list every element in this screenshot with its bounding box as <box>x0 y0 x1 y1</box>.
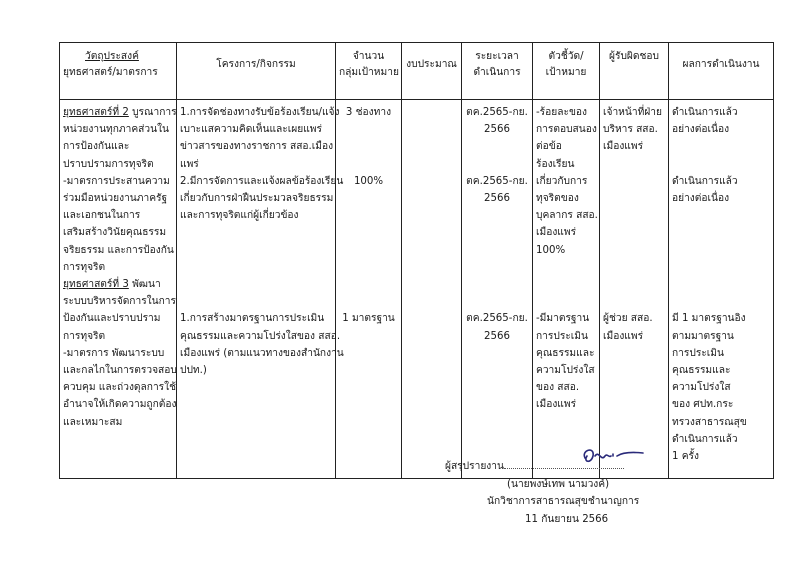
objective-line: ควบคุม และถ่วงดุลการใช้ <box>63 382 177 394</box>
responsible-line: เมืองแพร่ <box>603 141 644 153</box>
project-line: 2.มีการจัดการและแจ้งผลข้อร้องเรียน <box>180 175 344 187</box>
project-line: คุณธรรมและความโปร่งใสของ สสอ. <box>180 330 341 342</box>
signature-date: 11 กันยายน 2566 <box>525 513 609 525</box>
header-target <box>336 43 402 100</box>
result-line: ความโปร่งใส <box>672 382 731 394</box>
indicator-line: ต่อข้อ <box>536 141 562 153</box>
objective-cell <box>60 100 177 479</box>
indicator-line: 100% <box>536 244 566 256</box>
header-project-label: โครงการ/กิจกรรม <box>216 59 296 70</box>
header-target-top: จำนวน <box>352 51 385 62</box>
objective-line: หน่วยงานทุกภาคส่วนใน <box>63 124 170 136</box>
strategy-2-heading: ยุทธศาสตร์ที่ 2 <box>63 107 129 118</box>
header-indicator <box>533 43 600 100</box>
project-line: เกี่ยวกับการฝ่าฝืนประมวลจริยธรรม <box>180 193 334 205</box>
project-line: และการทุจริตแก่ผู้เกี่ยวข้อง <box>180 210 299 222</box>
indicator-line: เมืองแพร่ <box>536 399 577 411</box>
indicator-line: ร้องเรียน <box>536 158 575 170</box>
result-line: ของ ศปท.กระ <box>672 399 734 411</box>
period-line: 2566 <box>484 192 510 204</box>
header-period-bottom: ดำเนินการ <box>473 67 521 78</box>
result-line: อย่างต่อเนื่อง <box>672 192 730 204</box>
period-line: 2566 <box>484 330 510 342</box>
target-cell <box>336 100 402 479</box>
project-line: เบาะแสความคิดเห็นและเผยแพร่ <box>180 124 322 136</box>
objective-line: -มาตรการ พัฒนาระบบ <box>63 347 165 359</box>
objective-line: การทุจริต <box>63 330 106 342</box>
strategy-3-heading: ยุทธศาสตร์ที่ 3 <box>63 279 129 291</box>
result-line: ดำเนินการแล้ว <box>672 433 738 445</box>
signer-name: (นายพงษ์เทพ นามวงค์) <box>507 478 610 490</box>
project-line: 1.การจัดช่องทางรับข้อร้องเรียน/แจ้ง <box>180 107 340 118</box>
header-project <box>177 43 336 100</box>
result-line: มี 1 มาตรฐานอิง <box>672 313 746 325</box>
target-value: 100% <box>353 175 384 187</box>
header-result <box>669 43 774 100</box>
header-objective-title: วัตถุประสงค์ <box>85 51 139 62</box>
header-period <box>462 43 533 100</box>
handwritten-signature <box>579 444 649 468</box>
signature-line <box>504 458 624 469</box>
indicator-cell <box>533 100 600 479</box>
budget-cell <box>402 100 462 479</box>
strategy-3-line <box>63 276 173 293</box>
content-row <box>60 100 774 479</box>
period-line: ตค.2565-กย. <box>466 175 528 187</box>
signature-row <box>445 458 745 476</box>
result-line: คุณธรรมและ <box>672 364 731 376</box>
header-period-top: ระยะเวลา <box>475 51 519 62</box>
header-strategy: ยุทธศาสตร์/มาตรการ <box>63 67 158 78</box>
objective-line: เสริมสร้างวินัยคุณธรรม <box>63 227 167 239</box>
header-responsible <box>600 43 669 100</box>
project-cell <box>177 100 344 479</box>
indicator-line: การประเมิน <box>536 330 588 342</box>
header-result-label: ผลการดำเนินงาน <box>682 59 760 70</box>
header-budget <box>402 43 462 100</box>
period-line: ตค.2565-กย. <box>466 313 528 325</box>
project-line: ปปท.) <box>180 364 207 376</box>
strategy-3-heading-rest: พัฒนา <box>128 279 161 291</box>
header-target-bottom: กลุ่มเป้าหมาย <box>339 67 399 78</box>
header-responsible-label: ผู้รับผิดชอบ <box>609 51 659 62</box>
objective-line: ร่วมมือหน่วยงานภาครัฐ <box>63 193 168 205</box>
responsible-line: บริหาร สสอ. <box>603 124 658 136</box>
objective-line: -มาตรการประสานความ <box>63 175 170 187</box>
objective-line: และเอกชนในการ <box>63 210 141 222</box>
indicator-line: เกี่ยวกับการ <box>536 175 588 187</box>
target-value: 1 มาตรฐาน <box>342 313 395 325</box>
objective-line: ปราบปรามการทุจริต <box>63 158 154 170</box>
project-line: แพร่ <box>180 158 199 170</box>
objective-line: การทุจริต <box>63 261 106 273</box>
result-line: อย่างต่อเนื่อง <box>672 124 730 136</box>
indicator-line: บุคลากร สสอ. <box>536 210 598 222</box>
indicator-line: ของ สสอ. <box>536 382 580 394</box>
result-line: ทรวงสาธารณสุข <box>672 416 747 428</box>
header-indicator-top: ตัวชี้วัด/ <box>548 51 584 62</box>
indicator-line: การตอบสนอง <box>536 124 597 136</box>
indicator-line: ทุจริตของ <box>536 193 579 205</box>
target-value: 3 ช่องทาง <box>345 107 392 118</box>
objective-line: การป้องกันและ <box>63 141 130 153</box>
result-line: 1 ครั้ง <box>672 450 699 462</box>
objective-line: อำนาจให้เกิดความถูกต้อง <box>63 399 177 411</box>
objective-line: และเหมาะสม <box>63 416 123 428</box>
objective-line: จริยธรรม และการป้องกัน <box>63 244 174 256</box>
objective-line: ป้องกันและปราบปราม <box>63 313 161 325</box>
responsible-line: เมืองแพร่ <box>603 330 644 342</box>
objective-line: และกลไกในการตรวจสอบ <box>63 365 177 377</box>
indicator-line: ความโปร่งใส <box>536 365 595 376</box>
report-table <box>59 42 774 479</box>
header-objective <box>60 43 177 100</box>
responsible-cell <box>600 100 669 479</box>
strategy-2-heading-rest: บูรณาการ <box>128 107 177 118</box>
period-cell <box>462 100 533 479</box>
responsible-line: เจ้าหน้าที่ฝ่าย <box>603 107 662 118</box>
result-line: ดำเนินการแล้ว <box>672 175 738 187</box>
signer-position: นักวิชาการสาธารณสุขชำนาญการ <box>487 496 640 507</box>
indicator-line: -มีมาตรฐาน <box>536 313 590 325</box>
header-budget-label: งบประมาณ <box>406 59 457 70</box>
period-line: 2566 <box>484 124 510 136</box>
result-cell <box>669 100 774 479</box>
result-line: การประเมิน <box>672 347 724 359</box>
header-indicator-bottom: เป้าหมาย <box>545 67 587 78</box>
project-line: 1.การสร้างมาตรฐานการประเมิน <box>180 313 325 325</box>
header-row <box>60 43 774 100</box>
project-line: ข่าวสารของทางราชการ สสอ.เมือง <box>180 141 334 153</box>
objective-line: ระบบบริหารจัดการในการ <box>63 296 176 308</box>
signature-block <box>445 458 745 528</box>
result-line: ตามมาตรฐาน <box>672 330 734 342</box>
indicator-line: เมืองแพร่ <box>536 227 577 239</box>
project-line: เมืองแพร่ (ตามแนวทางของสำนักงาน <box>180 347 344 359</box>
strategy-2-line <box>63 104 177 121</box>
indicator-line: คุณธรรมและ <box>536 347 595 359</box>
signature-label: ผู้สรุปรายงาน <box>445 461 504 472</box>
period-line: ตค.2565-กย. <box>466 107 528 118</box>
responsible-line: ผู้ช่วย สสอ. <box>603 313 653 325</box>
indicator-line: -ร้อยละของ <box>536 107 588 118</box>
result-line: ดำเนินการแล้ว <box>672 107 738 118</box>
